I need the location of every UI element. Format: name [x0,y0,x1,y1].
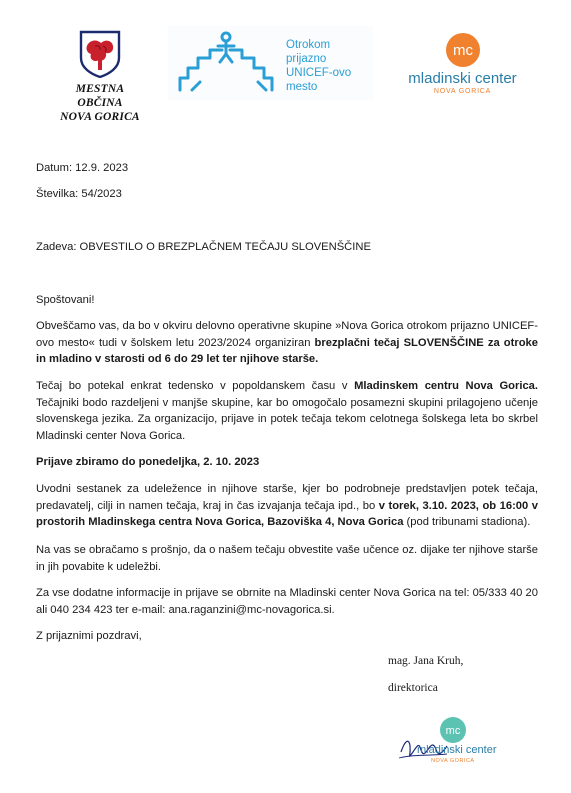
paragraph-meeting-bold: v torek, 3.10. 2023, ob 16:00 v prostorih Mladinskega centra Nova Gorica, Bazoviška 4, Nova Gorica [36,499,539,528]
stamp-city: NOVA GORICA [431,758,475,764]
stamp-badge-text: mc [445,725,461,737]
paragraph-intro-text: Obveščamo vas, da bo v okviru delovno operativne skupine »Nova Gorica otrokom prijazno UNICEF-ovo mesto« tudi v šolskem letu 2023/2024 organiziran [36,320,538,349]
number-line [36,186,538,203]
mc-badge-text: mc [452,42,473,59]
children-arch-icon [170,28,282,98]
signature-stamp [395,712,505,774]
paragraph-meeting-text-a: Uvodni sestanek za udeležence in njihove starše, kjer bo podrobneje predstavljen potek tečaja, predavatelj, cilji in namen tečaja, kraj in čas izvajanja tečaja ipd., bo [36,483,538,512]
number-value: 54/2023 [81,188,122,200]
subject-line [36,239,538,256]
unicef-text-line1: Otrokom [286,39,331,51]
subject-value: OBVESTILO O BREZPLAČNEM TEČAJU SLOVENŠČINE [79,241,371,253]
unicef-text-line3: UNICEF-ovo [286,67,352,79]
paragraph-contact: Za vse dodatne informacije in prijave se obrnite na Mladinski center Nova Gorica na tel: 05/333 40 20 ali 040 234 423 ter e-mail: ana.raganzini@mc-novagorica.si. [36,587,538,616]
subject-label: Zadeva: [36,241,77,253]
handwritten-signature [395,712,505,774]
coat-of-arms-icon [79,30,121,78]
mc-badge-icon [443,32,483,68]
registration-deadline-text: Prijave zbiramo do ponedeljka, 2. 10. 2023 [36,456,260,468]
paragraph-course-bold: Mladinskem centru Nova Gorica. [354,380,538,392]
municipality-name-line1: MESTNA OBČINA [75,83,125,109]
mladinski-center-name: mladinski center [408,70,517,87]
paragraph-course-text-a: Tečaj bo potekal enkrat tedensko v popoldanskem času v [36,380,355,392]
paragraph-request: Na vas se obračamo s prošnjo, da o našem tečaju obvestite vaše učence oz. dijake ter njihove starše in jih povabite k udeležbi. [36,544,538,573]
date-line [36,160,538,177]
paragraph-intro-bold: brezplačni tečaj SLOVENŠČINE za otroke in mladino v starosti od 6 do 29 let ter njihove starše. [36,336,538,365]
date-label: Datum: [36,162,73,174]
paragraph-meeting [36,481,538,531]
municipality-name-line2: NOVA GORICA [60,111,140,123]
greeting: Spoštovani! [36,294,95,306]
unicef-text-line4: mesto [286,81,318,93]
signer-name: mag. Jana Kruh, [388,655,464,667]
paragraph-meeting-text-b: (pod tribunami stadiona). [403,516,531,528]
municipality-logo [60,30,140,124]
signer-title: direktorica [388,682,438,694]
unicef-text-line2: prijazno [286,53,327,65]
paragraph-course [36,378,538,444]
unicef-child-friendly-city-logo [168,26,373,100]
date-value: 12.9. 2023 [75,162,129,174]
paragraph-course-text-b: Tečajniki bodo razdeljeni v manjše skupine, kar bo omogočalo posamezni skupini prilagojeno učenje slovenskega jezika. Za organizacijo, prijave in potek tečaja tekom celotnega šolskega leta bo skrbel Mladinski center Nova Gorica. [36,396,538,442]
number-label: Številka: [36,188,79,200]
closing: Z prijaznimi pozdravi, [36,630,142,642]
paragraph-intro [36,318,538,368]
stamp-name: mladinski center [417,744,497,756]
mladinski-center-city: NOVA GORICA [433,88,492,95]
mladinski-center-logo [400,32,525,95]
registration-deadline [36,454,538,471]
